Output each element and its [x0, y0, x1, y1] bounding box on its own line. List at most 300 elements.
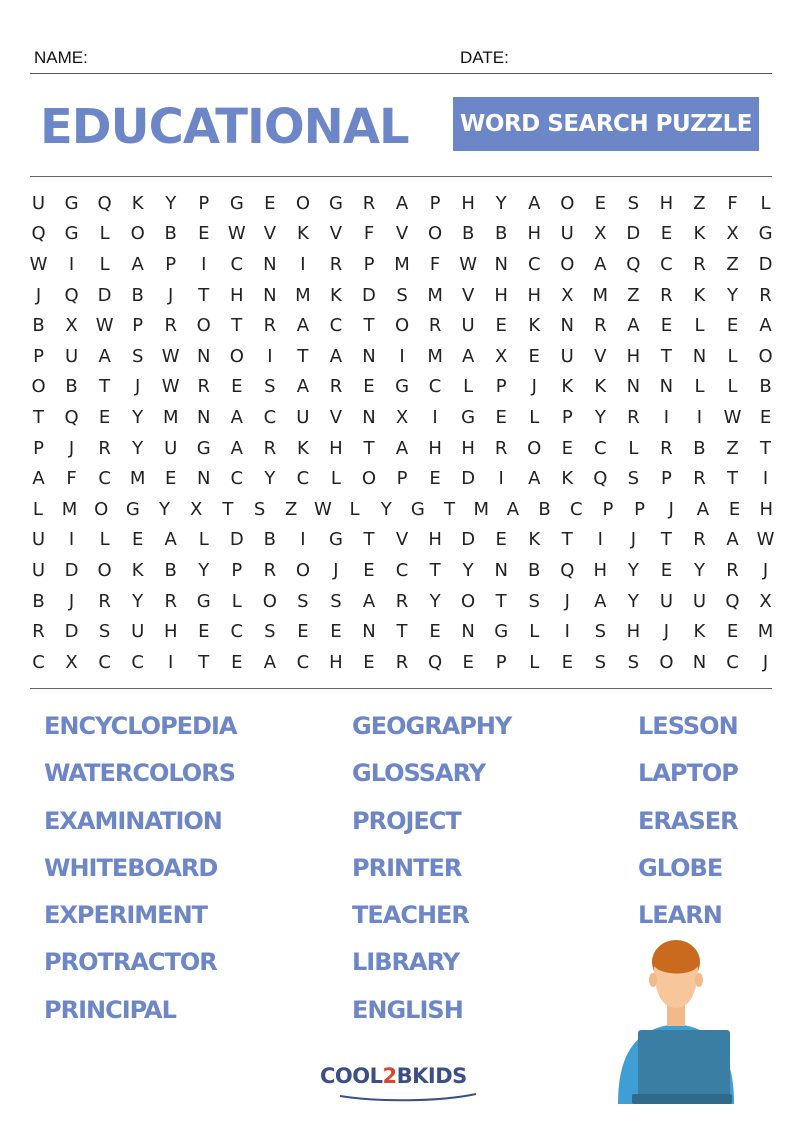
grid-letter: E [726, 621, 739, 643]
grid-letter: O [97, 559, 112, 581]
grid-letter: C [660, 253, 673, 275]
grid-letter: U [131, 621, 145, 643]
grid-letter: C [329, 315, 343, 337]
grid-letter: D [362, 284, 376, 306]
grid-letter: C [230, 468, 244, 490]
grid-letter: O [295, 559, 310, 581]
grid-letter: Q [593, 468, 608, 490]
grid-letter: K [296, 437, 309, 459]
grid-letter: M [757, 621, 774, 643]
grid-letter: F [66, 468, 77, 490]
grid-letter: R [494, 437, 508, 459]
grid-letter: S [396, 284, 408, 306]
grid-letter: C [131, 651, 144, 673]
logo-text-part3: BKIDS [396, 1064, 467, 1088]
grid-letter: M [427, 345, 443, 367]
grid-letter: A [726, 529, 739, 551]
grid-letter: C [726, 651, 739, 673]
grid-letter: R [263, 437, 277, 459]
grid-letter: A [329, 345, 343, 367]
grid-letter: E [165, 468, 177, 490]
grid-letter: V [329, 223, 343, 245]
grid-letter: S [528, 590, 540, 612]
word-list-item: ENGLISH [352, 995, 463, 1024]
grid-letter: U [31, 559, 46, 581]
grid-letter: R [263, 559, 277, 581]
grid-letter: S [594, 651, 607, 673]
grid-row [22, 341, 782, 372]
grid-letter: T [363, 529, 375, 551]
grid-letter: B [32, 590, 45, 612]
grid-letter: Y [380, 498, 392, 520]
grid-letter: L [463, 376, 474, 398]
grid-letter: A [528, 192, 541, 214]
word-list-item: LIBRARY [352, 948, 460, 977]
word-list-item: LEARN [638, 901, 722, 930]
grid-letter: S [627, 651, 640, 673]
grid-letter: T [396, 621, 408, 643]
grid-letter: B [693, 437, 706, 459]
grid-letter: O [130, 223, 145, 245]
grid-letter: R [329, 253, 343, 275]
grid-letter: W [95, 315, 114, 337]
grid-letter: T [99, 376, 111, 398]
grid-letter: Y [165, 192, 177, 214]
grid-letter: T [429, 559, 441, 581]
grid-letter: A [594, 253, 607, 275]
grid-letter: Q [97, 192, 112, 214]
grid-letter: J [762, 559, 769, 581]
grid-letter: P [132, 315, 144, 337]
grid-letter: W [161, 376, 180, 398]
grid-letter: E [660, 315, 673, 337]
grid-letter: P [363, 253, 375, 275]
grid-letter: U [560, 223, 574, 245]
word-list-item: PRINCIPAL [44, 995, 176, 1024]
grid-row [22, 647, 782, 678]
grid-letter: H [428, 437, 442, 459]
grid-letter: C [569, 498, 583, 520]
word-list-item: PROJECT [352, 806, 461, 835]
grid-row [22, 249, 782, 280]
grid-letter: N [362, 345, 376, 367]
grid-letter: Y [495, 192, 507, 214]
grid-letter: Q [560, 559, 575, 581]
grid-letter: S [627, 192, 640, 214]
grid-letter: S [297, 590, 309, 612]
grid-letter: H [626, 621, 641, 643]
grid-letter: E [728, 498, 741, 520]
grid-letter: G [64, 223, 79, 245]
grid-letter: E [429, 621, 441, 643]
grid-letter: D [97, 284, 112, 306]
grid-letter: P [495, 651, 507, 673]
grid-letter: K [594, 376, 607, 398]
word-list-item: EXPERIMENT [44, 901, 208, 930]
grid-letter: G [410, 498, 425, 520]
name-label: NAME: [34, 48, 88, 67]
grid-letter: O [94, 498, 109, 520]
grid-letter: P [495, 376, 507, 398]
grid-letter: S [594, 621, 607, 643]
grid-letter: C [263, 406, 277, 428]
grid-letter: R [329, 376, 343, 398]
grid-letter: W [723, 406, 742, 428]
grid-letter: Z [627, 284, 640, 306]
grid-letter: R [660, 437, 673, 459]
grid-letter: Q [725, 590, 740, 612]
grid-row [22, 494, 782, 525]
grid-letter: Y [594, 406, 606, 428]
bottom-divider [30, 688, 772, 689]
grid-letter: L [32, 498, 43, 520]
grid-letter: R [627, 406, 640, 428]
grid-letter: D [758, 253, 773, 275]
grid-letter: N [362, 621, 376, 643]
grid-letter: Y [132, 590, 144, 612]
grid-letter: P [602, 498, 614, 520]
grid-letter: L [529, 651, 540, 673]
grid-letter: N [362, 406, 376, 428]
grid-letter: R [32, 621, 45, 643]
grid-letter: R [693, 253, 706, 275]
grid-letter: N [494, 253, 508, 275]
grid-letter: N [659, 376, 674, 398]
grid-letter: L [99, 529, 110, 551]
name-date-bar [30, 46, 772, 74]
grid-letter: N [626, 376, 641, 398]
grid-letter: U [31, 529, 46, 551]
grid-letter: E [528, 345, 540, 367]
grid-row [22, 433, 782, 464]
grid-letter: E [363, 559, 375, 581]
grid-letter: Q [64, 284, 79, 306]
grid-letter: I [267, 345, 273, 367]
grid-letter: A [461, 345, 475, 367]
grid-letter: D [229, 529, 244, 551]
grid-letter: H [659, 192, 674, 214]
grid-letter: T [363, 315, 375, 337]
grid-letter: G [196, 590, 211, 612]
grid-letter: W [313, 498, 332, 520]
top-divider [30, 176, 772, 177]
page-subtitle: WORD SEARCH PUZZLE [453, 97, 759, 151]
grid-letter: R [594, 315, 607, 337]
grid-letter: U [692, 590, 707, 612]
grid-letter: K [528, 315, 541, 337]
grid-letter: L [330, 468, 341, 490]
grid-letter: B [538, 498, 551, 520]
grid-letter: D [461, 468, 476, 490]
grid-letter: C [98, 651, 111, 673]
word-list-item: GLOSSARY [352, 759, 486, 788]
grid-letter: X [395, 406, 409, 428]
grid-letter: J [668, 498, 674, 520]
grid-letter: B [164, 559, 177, 581]
date-label: DATE: [460, 48, 509, 67]
grid-letter: C [428, 376, 442, 398]
word-list-item: WHITEBOARD [44, 853, 218, 882]
grid-letter: E [363, 376, 375, 398]
grid-letter: X [65, 315, 78, 337]
grid-letter: N [494, 559, 508, 581]
grid-letter: I [68, 253, 75, 275]
grid-letter: Y [462, 559, 474, 581]
grid-letter: G [494, 621, 509, 643]
grid-letter: H [230, 284, 244, 306]
grid-letter: T [231, 315, 243, 337]
grid-letter: T [444, 498, 456, 520]
grid-letter: I [663, 406, 670, 428]
grid-letter: N [197, 406, 211, 428]
grid-letter: A [296, 376, 310, 398]
grid-letter: S [253, 498, 266, 520]
grid-letter: I [201, 253, 207, 275]
grid-letter: O [196, 315, 211, 337]
grid-letter: E [561, 651, 573, 673]
grid-letter: E [98, 406, 111, 428]
grid-letter: Z [726, 437, 739, 459]
grid-row [22, 616, 782, 647]
grid-letter: M [295, 284, 311, 306]
grid-letter: K [561, 376, 574, 398]
grid-letter: H [329, 651, 343, 673]
grid-letter: Z [693, 192, 706, 214]
grid-letter: A [594, 590, 607, 612]
grid-letter: P [198, 192, 210, 214]
grid-letter: A [230, 406, 243, 428]
grid-letter: O [428, 223, 443, 245]
grid-letter: A [164, 529, 177, 551]
grid-letter: N [692, 651, 707, 673]
grid-letter: M [473, 498, 489, 520]
grid-letter: B [461, 223, 475, 245]
grid-letter: U [164, 437, 178, 459]
grid-letter: N [560, 315, 574, 337]
grid-letter: K [528, 529, 541, 551]
grid-letter: U [64, 345, 79, 367]
grid-letter: M [61, 498, 78, 520]
word-list-item: PROTRACTOR [44, 948, 217, 977]
grid-letter: L [628, 437, 639, 459]
grid-letter: C [296, 468, 310, 490]
grid-letter: L [99, 223, 110, 245]
grid-letter: J [762, 651, 769, 673]
grid-letter: H [428, 529, 442, 551]
grid-letter: R [759, 284, 772, 306]
grid-letter: E [462, 651, 474, 673]
grid-letter: E [726, 315, 739, 337]
grid-letter: F [363, 223, 375, 245]
word-list-item: LAPTOP [638, 759, 738, 788]
grid-letter: H [527, 284, 541, 306]
grid-letter: Y [132, 437, 144, 459]
grid-row [22, 310, 782, 341]
grid-row [22, 402, 782, 433]
grid-letter: G [461, 406, 476, 428]
grid-letter: A [627, 315, 640, 337]
grid-letter: E [264, 192, 276, 214]
grid-letter: J [333, 559, 339, 581]
grid-letter: W [161, 345, 180, 367]
cool2bkids-logo [320, 1064, 490, 1104]
grid-letter: R [693, 468, 706, 490]
grid-letter: A [395, 437, 409, 459]
grid-letter: P [429, 192, 441, 214]
grid-letter: O [560, 253, 575, 275]
grid-letter: R [164, 315, 177, 337]
grid-letter: E [759, 406, 772, 428]
grid-letter: G [64, 192, 79, 214]
grid-letter: Q [626, 253, 641, 275]
logo-text-part1: COOL [320, 1064, 383, 1088]
grid-letter: O [31, 376, 46, 398]
grid-letter: M [162, 406, 179, 428]
grid-letter: Y [159, 498, 171, 520]
grid-letter: A [263, 651, 277, 673]
grid-letter: O [659, 651, 674, 673]
grid-letter: F [727, 192, 738, 214]
grid-letter: I [399, 345, 405, 367]
grid-letter: X [594, 223, 607, 245]
grid-letter: Y [627, 590, 639, 612]
grid-letter: G [328, 192, 343, 214]
grid-letter: T [660, 529, 672, 551]
grid-letter: P [634, 498, 646, 520]
grid-letter: H [759, 498, 774, 520]
grid-letter: O [394, 315, 410, 337]
grid-letter: K [693, 284, 706, 306]
grid-letter: G [328, 529, 343, 551]
grid-letter: E [660, 223, 673, 245]
grid-letter: T [222, 498, 234, 520]
grid-row [22, 372, 782, 403]
grid-letter: V [395, 529, 409, 551]
grid-letter: P [660, 468, 672, 490]
word-list-item: GEOGRAPHY [352, 712, 512, 740]
grid-letter: W [756, 529, 775, 551]
grid-letter: A [395, 192, 409, 214]
grid-letter: U [560, 345, 574, 367]
grid-letter: B [164, 223, 177, 245]
grid-letter: E [561, 437, 573, 459]
grid-letter: O [560, 192, 575, 214]
grid-letter: Y [693, 559, 705, 581]
grid-letter: W [459, 253, 478, 275]
grid-letter: I [432, 406, 438, 428]
grid-letter: R [428, 315, 442, 337]
grid-letter: R [660, 284, 673, 306]
grid-letter: O [758, 345, 773, 367]
grid-letter: L [529, 621, 540, 643]
grid-letter: R [98, 590, 111, 612]
grid-letter: E [231, 376, 243, 398]
grid-letter: H [329, 437, 343, 459]
grid-letter: Y [132, 406, 144, 428]
grid-letter: N [197, 468, 211, 490]
grid-letter: S [627, 468, 640, 490]
grid-letter: H [461, 192, 475, 214]
grid-letter: U [461, 315, 475, 337]
grid-letter: L [694, 376, 705, 398]
grid-letter: C [230, 621, 244, 643]
grid-letter: E [660, 559, 673, 581]
grid-letter: O [229, 345, 244, 367]
grid-letter: L [231, 590, 242, 612]
word-list-column-1 [44, 706, 236, 1037]
grid-letter: R [395, 590, 409, 612]
grid-letter: R [726, 559, 739, 581]
grid-letter: U [296, 406, 310, 428]
grid-letter: T [561, 529, 573, 551]
grid-letter: T [760, 437, 772, 459]
grid-letter: K [693, 621, 706, 643]
grid-letter: J [35, 284, 42, 306]
student-with-laptop-icon [612, 936, 740, 1106]
grid-letter: P [231, 559, 243, 581]
word-list-item: GLOBE [638, 853, 723, 882]
grid-letter: Q [428, 651, 443, 673]
grid-letter: W [29, 253, 48, 275]
grid-letter: J [663, 621, 670, 643]
word-list-item: PRINTER [352, 853, 462, 882]
grid-letter: U [31, 192, 46, 214]
grid-letter: E [495, 315, 507, 337]
logo-text-part2: 2 [382, 1064, 397, 1088]
grid-letter: U [659, 590, 673, 612]
grid-letter: T [297, 345, 309, 367]
grid-letter: V [329, 406, 343, 428]
grid-letter: L [727, 376, 738, 398]
grid-letter: A [362, 590, 376, 612]
grid-letter: L [760, 192, 771, 214]
grid-letter: T [198, 651, 210, 673]
grid-letter: X [726, 223, 739, 245]
grid-letter: G [229, 192, 244, 214]
grid-letter: Z [285, 498, 298, 520]
grid-letter: L [198, 529, 209, 551]
grid-letter: S [330, 590, 342, 612]
grid-letter: S [131, 345, 144, 367]
grid-letter: K [561, 468, 574, 490]
word-list-column-3 [638, 706, 738, 942]
grid-letter: O [527, 437, 542, 459]
grid-letter: X [65, 651, 78, 673]
grid-letter: J [168, 284, 174, 306]
grid-letter: K [693, 223, 706, 245]
grid-letter: K [296, 223, 309, 245]
grid-letter: I [498, 468, 504, 490]
grid-letter: C [395, 559, 409, 581]
grid-letter: T [198, 284, 210, 306]
letter-grid [22, 188, 782, 678]
grid-letter: J [564, 590, 570, 612]
grid-letter: A [528, 468, 541, 490]
grid-row [22, 219, 782, 250]
grid-letter: H [163, 621, 178, 643]
word-list-item: EXAMINATION [44, 806, 222, 835]
grid-letter: R [197, 376, 211, 398]
grid-letter: B [32, 315, 45, 337]
grid-letter: G [758, 223, 773, 245]
grid-letter: E [330, 621, 342, 643]
grid-letter: A [98, 345, 111, 367]
grid-row [22, 586, 782, 617]
grid-letter: N [263, 253, 277, 275]
grid-letter: G [196, 437, 211, 459]
grid-letter: E [297, 621, 309, 643]
grid-letter: T [33, 406, 45, 428]
